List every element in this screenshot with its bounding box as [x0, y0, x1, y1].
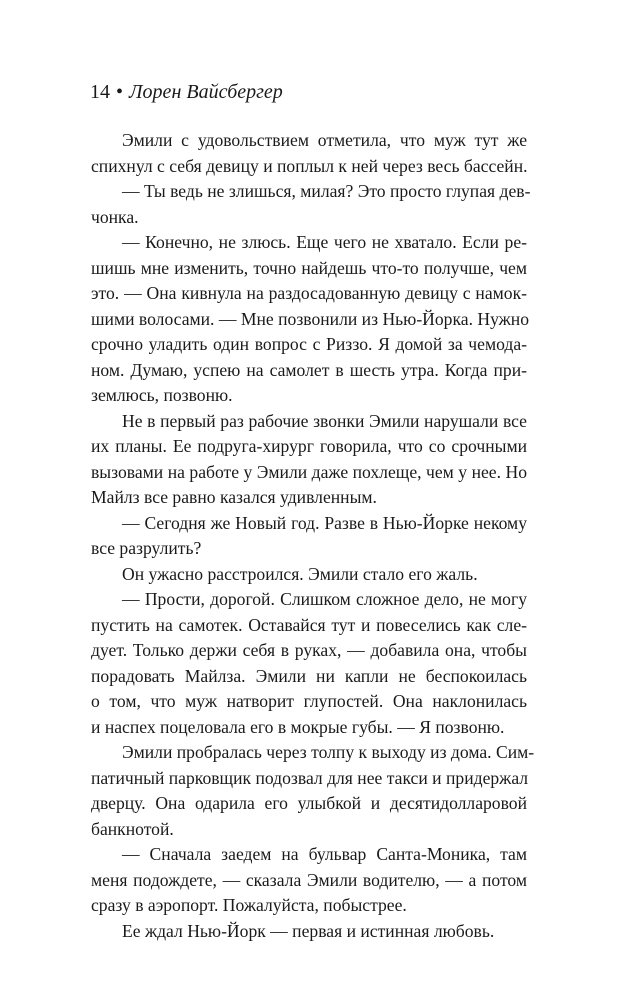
body-text — [91, 128, 535, 944]
text-line: Эмили с удовольствием отметила, что муж тут же — [122, 130, 527, 150]
text-line: дует. Только держи себя в руках, — добавила она, чтобы — [91, 640, 527, 660]
text-line: ном. Думаю, успею на самолет в шесть утра. Когда при- — [91, 359, 527, 380]
text-line: все разрулить? — [91, 538, 202, 558]
page-number: 14 — [90, 81, 110, 103]
text-line: — Сначала заедем на бульвар Санта-Моника, там — [122, 844, 527, 864]
text-line: шишь мне изменить, точно найдешь что-то получше, чем — [91, 257, 527, 278]
text-line: — Конечно, не злюсь. Еще чего не хватало. Если ре- — [122, 232, 527, 252]
text-line: Ее ждал Нью-Йорк — первая и истинная любовь. — [122, 920, 495, 941]
text-line: шими волосами. — Мне позвонили из Нью-Йорка. Нужно — [91, 308, 530, 329]
text-line: землюсь, позвоню. — [91, 385, 233, 405]
text-line: о том, что муж натворит глупостей. Она наклонилась — [91, 691, 527, 711]
text-line: Не в первый раз рабочие звонки Эмили нарушали все — [122, 410, 527, 431]
text-line: Он ужасно расстроился. Эмили стало его жаль. — [122, 563, 478, 584]
text-line: Майлз все равно казался удивленным. — [91, 487, 377, 507]
text-line: дверцу. Она одарила его улыбкой и десятидолларовой — [91, 793, 527, 813]
header-separator: • — [116, 81, 124, 103]
text-line: их планы. Ее подруга-хирург говорила, что со срочными — [91, 436, 527, 456]
text-line: пустить на самотек. Оставайся тут и повеселись как сле- — [91, 614, 527, 635]
text-line: Эмили пробралась через толпу к выходу из дома. Сим- — [122, 742, 535, 762]
text-line: и наспех поцеловала его в мокрые губы. — Я позвоню. — [91, 716, 505, 737]
text-line: меня подождете, — сказала Эмили водителю, — а потом — [91, 869, 527, 890]
text-line: чонка. — [91, 206, 139, 227]
running-head — [90, 80, 283, 104]
text-line: — Ты ведь не злишься, милая? Это просто глупая дев- — [122, 181, 531, 201]
text-line: срочно уладить один вопрос с Риззо. Я домой за чемода- — [91, 334, 527, 354]
text-line: сразу в аэропорт. Пожалуйста, побыстрее. — [91, 895, 407, 915]
text-line: — Прости, дорогой. Слишком сложное дело, не могу — [122, 589, 527, 609]
text-line: спихнул с себя девицу и поплыл к ней через весь бассейн. — [91, 155, 528, 176]
text-line: патичный парковщик подозвал для нее такси и придержал — [91, 767, 529, 788]
text-line: банкнотой. — [91, 818, 174, 839]
author-name: Лорен Вайсбергер — [129, 81, 283, 103]
text-line: порадовать Майлза. Эмили ни капли не беспокоилась — [91, 665, 527, 686]
text-line: это. — Она кивнула на раздосадованную девицу с намок- — [91, 283, 527, 303]
text-line: вызовами на работе у Эмили даже похлеще, чем у нее. Но — [91, 461, 527, 482]
text-line: — Сегодня же Новый год. Разве в Нью-Йорке некому — [122, 512, 527, 533]
